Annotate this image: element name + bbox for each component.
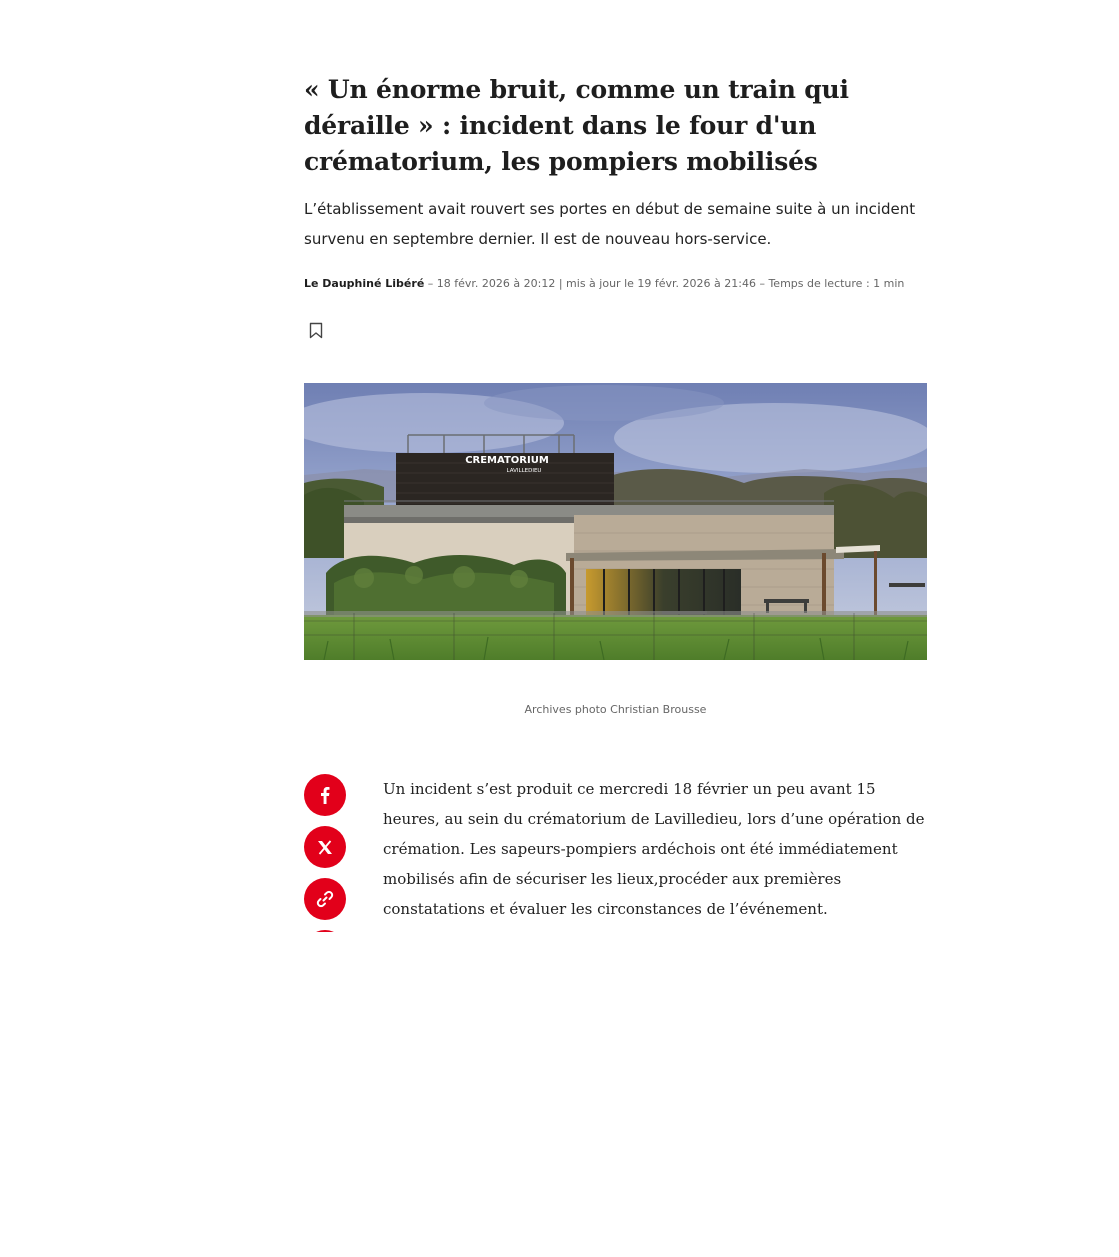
article-header [304, 72, 927, 293]
crematorium-sign: CREMATORIUM [465, 455, 549, 466]
photo-caption: Archives photo Christian Brousse [524, 703, 707, 716]
article-headline: « Un énorme bruit, comme un train qui déraille » : incident dans le four d'un crématorium, les pompiers mobilisés [304, 75, 849, 176]
link-icon [316, 890, 334, 908]
article-source[interactable]: Le Dauphiné Libéré [304, 277, 425, 290]
bookmark-button[interactable] [304, 318, 328, 342]
copy-link-button[interactable] [304, 878, 346, 920]
share-more-button[interactable] [304, 930, 346, 932]
x-icon [317, 840, 333, 855]
article-dates: – 18 févr. 2026 à 20:12 | mis à jour le 19 févr. 2026 à 21:46 – Temps de lecture : 1 min [424, 277, 905, 290]
facebook-icon [320, 786, 330, 804]
bookmark-icon [309, 322, 323, 339]
crematorium-sign-sub: LAVILLEDIEU [506, 468, 542, 474]
share-bar [304, 774, 346, 932]
article-photo [304, 383, 927, 660]
share-x-button[interactable] [304, 826, 346, 868]
article-body-paragraph: Un incident s’est produit ce mercredi 18 février un peu avant 15 heures, au sein du crématorium de Lavilledieu, lors d’une opération de crémation. Les sapeurs-pompiers ardéchois ont été immédiatement mobilisés afin de sécuriser les lieux,procéder aux premières constatations et évaluer les circonstances de l’événement. [383, 780, 925, 918]
article-meta [304, 275, 927, 293]
share-facebook-button[interactable] [304, 774, 346, 816]
article-standfirst: L’établissement avait rouvert ses portes en début de semaine suite à un incident survenu en septembre dernier. Il est de nouveau hors-service. [304, 200, 916, 248]
